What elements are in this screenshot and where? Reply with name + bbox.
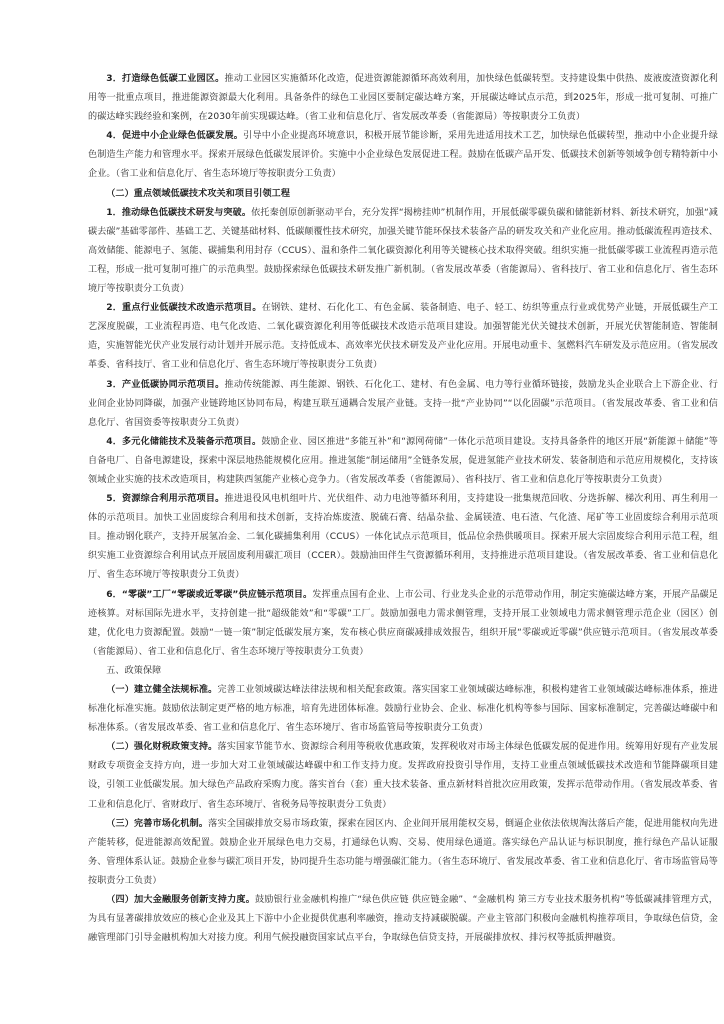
paragraph-heading: 5．资源综合利用示范项目。: [106, 494, 225, 505]
paragraph-heading: 6．“零碳”工厂“零碳或近零碳”供应链示范项目。: [106, 589, 313, 600]
paragraph: [88, 681, 718, 738]
paragraph-body: 落实全国碳排放交易市场政策，探索在园区内、企业间开展用能权交易，倒逼企业依法依规淘汰落后产能，促进用能权向先进产能转移，促进能源高效配置。鼓励企业开展绿色电力交易，打通绿色认购、交易、使用绿色通道。落实绿色产品认证与标识制度，推行绿色产品认证服务、管理体系认证。鼓励企业参与碳汇项目开发，协同提升生态功能与增强碳汇能力。（省生态环境厅、省发展改革委、省工业和信息化厅、省市场监管局等按职责分工负责）: [88, 818, 718, 886]
paragraph: [88, 433, 718, 490]
paragraph-body: 鼓励银行业金融机构推广“绿色供应链 供应链金融”、“金融机构 第三方专业技术服务机构”等低碳减排管理方式，为具有显著碳排放效应的核心企业及其上下游中小企业提供优惠利率融资，推动支持减碳脱碳。产业主管部门积极向金融机构推荐项目，争取绿色信贷，金融管理部门引导金融机构加大对接力度。利用气候投融资国家试点平台，争取绿色信贷支持，开展碳排放权、排污权等抵质押融资。: [88, 895, 718, 944]
paragraph-body: 推动传统能源、再生能源、钢铁、石化化工、建材、有色金属、电力等行业循环链接，鼓励龙头企业联合上下游企业、行业间企业协同降碳，加强产业链跨地区协同布局，构建互联互通耦合发展产业链。支持一批“产业协同”“以化固碳”示范项目。（省发展改革委、省工业和信息化厅、省国资委等按职责分工负责）: [88, 379, 718, 428]
subtitle-text: （二）重点领域低碳技术攻关和项目引领工程: [106, 188, 291, 199]
paragraph: [88, 738, 718, 814]
paragraph-heading: 3．产业低碳协同示范项目。: [106, 379, 225, 390]
paragraph-body: 发挥重点国有企业、上市公司、行业龙头企业的示范带动作用，制定实施碳达峰方案，开展产品碳足迹核算。对标国际先进水平，支持创建一批“超级能效”和“零碳”工厂。鼓励加强电力需求侧管理，支持开展工业领域电力需求侧管理示范企业（园区）创建，优化电力资源配置。鼓励“一链一策”制定低碳发展方案，发布核心供应商碳减排成效报告，组织开展“零碳或近零碳”供应链示范项目。（省发展改革委（省能源局）、省工业和信息化厅、省生态环境厅等按职责分工负责）: [88, 589, 719, 657]
paragraph-heading: （二）强化财税政策支持。: [106, 742, 218, 753]
paragraph-heading: （四）加大金融服务创新支持力度。: [106, 895, 256, 906]
paragraph-body: 推动工业园区实施循环化改造，促进资源能源循环高效利用，加快绿色低碳转型。支持建设集中供热、废液废渣资源化利用等一批重点项目，推进能源资源最大化利用。具备条件的绿色工业园区要制定碳达峰方案，开展碳达峰试点示范，到2025年，形成一批可复制、可推广的碳达峰实践经验和案例，在2030年前实现碳达峰。（省工业和信息化厅、省发展改革委（省能源局）等按职责分工负责）: [88, 74, 718, 123]
paragraph: [88, 490, 718, 585]
paragraph-body: 鼓励企业、园区推进“多能互补”和“源网荷储”一体化示范项目建设。支持具备条件的地区开展“新能源＋储能”等自备电厂、自备电源建设，探索中深层地热能规模化应用。推进氢能“制运储用”全链条发展，促进氢能产业技术研发、装备制造和示范应用规模化，支持该领域企业实施的技术改造项目，构建陕西氢能产业核心竞争力。（省发展改革委（省能源局）、省科技厅、省工业和信息化厅等按职责分工负责）: [88, 436, 718, 485]
paragraph-body: 引导中小企业提高环境意识，积极开展节能诊断，采用先进适用技术工艺，加快绿色低碳转型，推动中小企业提升绿色制造生产能力和管理水平。探索开展绿色低碳发展评价。实施中小企业绿色发展促进工程。鼓励在低碳产品开发、低碳技术创新等领域争创专精特新中小企业。（省工业和信息化厅、省生态环境厅等按职责分工负责）: [88, 131, 718, 180]
paragraph: [88, 127, 718, 184]
paragraph-body: 在钢铁、建材、石化化工、有色金属、装备制造、电子、轻工、纺织等重点行业或优势产业链，开展低碳生产工艺深度脱碳，工业流程再造、电气化改造、二氧化碳资源化利用等低碳技术改造示范项目建设。加强智能光伏关键技术创新，开展光伏智能制造、智能制造，实施智能光伏产业发展行动计划并开展示范。支持低成本、高效率光伏技术研发及产业化应用。开展电动重卡、氢燃料汽车研发及示范应用。（省发展改革委、省科技厅、省工业和信息化厅、省生态环境厅等按职责分工负责）: [88, 303, 719, 371]
paragraph-heading: （三）完善市场化机制。: [106, 818, 209, 829]
paragraph: [88, 586, 718, 662]
paragraph-heading: 2．重点行业低碳技术改造示范项目。: [106, 303, 262, 314]
section-subtitle: [88, 185, 718, 204]
paragraph-body: 依托秦创原创新驱动平台，充分发挥“揭榜挂帅”机制作用，开展低碳零碳负碳和储能新材料、新技术研究，加强“减碳去碳”基础零部件、基础工艺、关键基础材料、低碳颠覆性技术研究，加强关键节能环保技术装备产品的研发攻关和产业化应用。推动低碳流程再造技术、高效储能、能源电子、氢能、碳捕集利用封存（CCUS）、温和条件二氧化碳资源化利用等关键核心技术取得突破。组织实施一批低碳零碳工业流程再造示范工程，形成一批可复制可推广的示范典型。鼓励探索绿色低碳技术研发推广新机制。（省发展改革委（省能源局）、省科技厅、省工业和信息化厅、省生态环境厅等按职责分工负责）: [88, 207, 718, 295]
paragraph: [88, 815, 718, 891]
paragraph-heading: （一）建立健全法规标准。: [106, 685, 218, 695]
paragraph-body: 完善工业领域碳达峰法律法规和相关配套政策。落实国家工业领域碳达峰标准，积极构建省工业领域碳达峰标准体系，推进标准化标准实施。鼓励依法制定更严格的地方标准，培育先进团体标准。鼓励行业协会、企业、标准化机构等参与国际、国家标准制定，完善碳达峰碳中和标准体系。（省发展改革委、省工业和信息化厅、省生态环境厅、省市场监管局等按职责分工负责）: [88, 685, 719, 734]
paragraph-heading: 3．打造绿色低碳工业园区。: [106, 74, 225, 84]
paragraph-heading: 4．促进中小企业绿色低碳发展。: [106, 131, 244, 142]
paragraph: [88, 70, 718, 127]
paragraph: [88, 204, 718, 299]
paragraph-body: 落实国家节能节水、资源综合利用等税收优惠政策，发挥税收对市场主体绿色低碳发展的促进作用。统筹用好现有产业发展财政专项资金支持方向，进一步加大对工业领域碳达峰碳中和工作支持力度。发挥政府投资引导作用，支持工业重点领域低碳技术改造和节能降碳项目建设，引领工业低碳发展。加大绿色产品政府采购力度。落实首台（套）重大技术装备、重点新材料首批次应用政策，发挥示范带动作用。（省发展改革委、省工业和信息化厅、省财政厅、省生态环境厅、省税务局等按职责分工负责）: [88, 742, 719, 810]
paragraph-body: 推进退役风电机组叶片、光伏组件、动力电池等循环利用，支持建设一批集规范回收、分选拆解、梯次利用、再生利用一体的示范项目。加快工业固废综合利用和技术创新，支持冶炼废渣、脱硫石膏、结晶杂盐、金属镁渣、电石渣、气化渣、尾矿等工业固废综合利用示范项目。推动钢化联产，支持开展氢冶金、二氧化碳捕集利用（CCUS）一体化试点示范项目，低品位余热供暖项目。探索开展大宗固废综合利用示范工程，组织实施工业资源综合利用试点开展固废利用碳汇项目（CCER）。鼓励油田伴生气资源循环利用，支持推进示范项目建设。（省发展改革委、省工业和信息化厅、省生态环境厅等按职责分工负责）: [88, 494, 718, 581]
paragraph: [88, 299, 718, 375]
paragraph-heading: 1．推动绿色低碳技术研发与突破。: [106, 207, 252, 218]
document-body: [88, 70, 718, 948]
section-title: 五、政策保障: [106, 665, 162, 676]
paragraph: [88, 891, 718, 948]
paragraph-heading: 4．多元化储能技术及装备示范项目。: [106, 436, 262, 447]
paragraph: [88, 376, 718, 433]
